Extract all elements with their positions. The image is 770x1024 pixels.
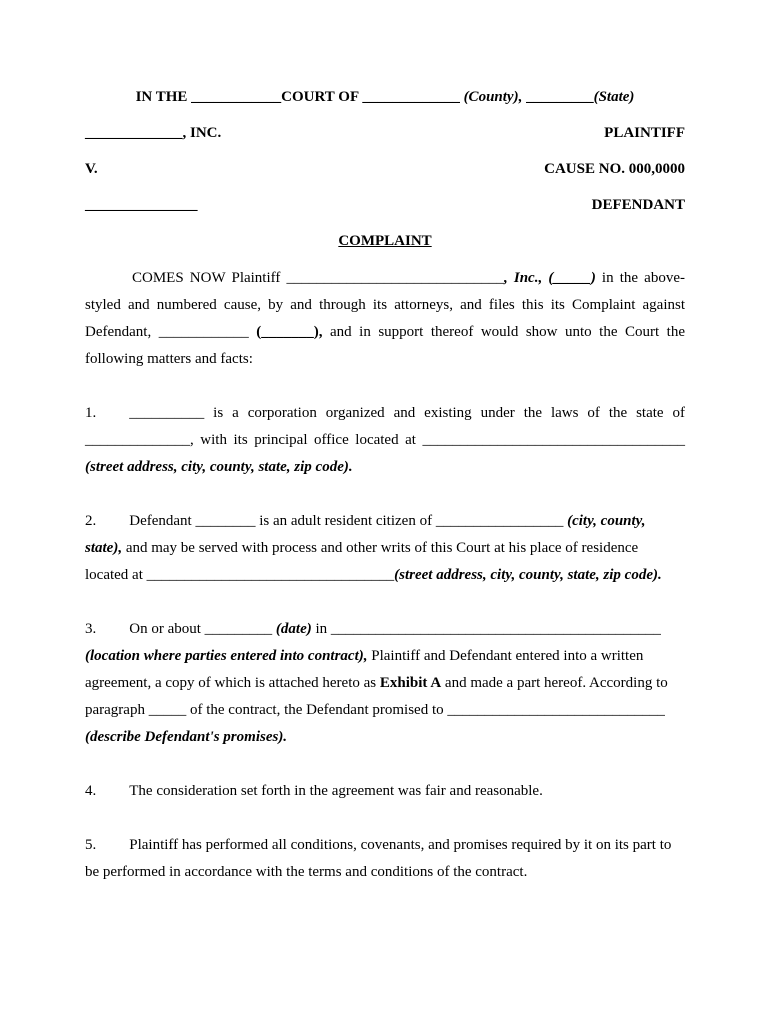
blank-field: _________________ xyxy=(435,513,564,529)
document-title xyxy=(85,223,685,259)
paragraph-number: 3. xyxy=(85,621,97,637)
text-run: , INC. xyxy=(182,125,222,141)
text-run: (street address, city, county, state, zip code). xyxy=(85,459,353,475)
blank-field: _______________ xyxy=(85,197,198,213)
text-run: in the above-styled and numbered cause, by and through its attorneys, and files this its Complaint against Defendant, xyxy=(85,270,685,340)
blank-field: _____ xyxy=(148,702,187,718)
blank-field: _____________ xyxy=(85,125,183,141)
cause-number: CAUSE NO. 000,0000 xyxy=(544,161,685,177)
text-run: , Inc., ( xyxy=(503,270,554,286)
text-run: (County), xyxy=(463,89,523,105)
text-run: (date) xyxy=(275,621,312,637)
blank-field: _______ xyxy=(261,324,314,340)
blank-field: ________ xyxy=(195,513,256,529)
plaintiff-label: PLAINTIFF xyxy=(604,125,685,141)
defendant-row xyxy=(85,187,685,223)
text-run: is a corporation organized and existing under the laws of the state of xyxy=(204,405,685,421)
text-run: of the contract, the Defendant promised to xyxy=(186,702,448,718)
text-run: Defendant xyxy=(129,513,196,529)
blank-field: ____________ xyxy=(191,89,282,105)
text-run: Plaintiff has performed all conditions, covenants, and promises required by it on its part to be performed in accordance with the terms and conditions of the contract. xyxy=(85,837,672,880)
text-run: The consideration set forth in the agreement was fair and reasonable. xyxy=(129,783,543,799)
defendant-label: DEFENDANT xyxy=(591,197,685,213)
plaintiff-name xyxy=(85,115,221,151)
document-title-text: COMPLAINT xyxy=(338,233,432,249)
paragraph-number: 4. xyxy=(85,783,97,799)
blank-field: _____________________________ xyxy=(286,270,504,286)
paragraph-number: 5. xyxy=(85,837,97,853)
blank-field: ____________________________________________ xyxy=(330,621,661,637)
blank-field: ___________________________________ xyxy=(422,432,685,448)
text-run: Plaintiff and Defendant entered into a written agreement, a copy of which is attached hereto as xyxy=(85,648,644,691)
blank-field: _________ xyxy=(204,621,273,637)
paragraph-1 xyxy=(85,400,685,481)
blank-field: ____________ xyxy=(158,324,249,340)
text-run: IN THE xyxy=(135,89,192,105)
text-run: ), xyxy=(313,324,323,340)
versus-label: V. xyxy=(85,161,98,177)
blank-field: __________ xyxy=(129,405,205,421)
text-run: (State) xyxy=(593,89,635,105)
text-run: and made a part hereof. According to paragraph xyxy=(85,675,668,718)
text-run: (city, county, state), xyxy=(85,513,646,556)
court-heading xyxy=(85,79,685,115)
text-run: and in support thereof would show unto the Court the following matters and facts: xyxy=(85,324,686,367)
text-run: On or about xyxy=(129,621,205,637)
paragraph-2 xyxy=(85,508,685,589)
defendant-name xyxy=(85,187,198,223)
text-run: COMES NOW Plaintiff xyxy=(132,270,287,286)
blank-field: _____________________________ xyxy=(447,702,665,718)
text-run: Exhibit A xyxy=(379,675,442,691)
text-run: (describe Defendant's promises). xyxy=(85,729,288,745)
text-run: , with its principal office located at xyxy=(190,432,423,448)
text-run: COURT OF xyxy=(281,89,363,105)
text-run: is an adult resident citizen of xyxy=(255,513,436,529)
paragraph-4 xyxy=(85,778,685,805)
blank-field: _________ xyxy=(526,89,594,105)
paragraph-5 xyxy=(85,832,685,886)
paragraph-number: 2. xyxy=(85,513,97,529)
paragraph-number: 1. xyxy=(85,405,97,421)
text-run: ) xyxy=(590,270,596,286)
text-run: and may be served with process and other writs of this Court at his place of residence located at xyxy=(85,540,639,583)
paragraph-3 xyxy=(85,616,685,751)
text-run: (street address, city, county, state, zip code). xyxy=(394,567,662,583)
text-run: ( xyxy=(256,324,262,340)
blank-field: _____ xyxy=(553,270,591,286)
plaintiff-row xyxy=(85,115,685,151)
case-caption xyxy=(85,79,685,223)
versus-row xyxy=(85,151,685,187)
text-run: (location where parties entered into contract), xyxy=(85,648,368,664)
paragraph-intro xyxy=(85,265,685,373)
blank-field: ______________ xyxy=(85,432,190,448)
blank-field: _____________ xyxy=(362,89,460,105)
text-run: in xyxy=(311,621,331,637)
blank-field: _________________________________ xyxy=(146,567,395,583)
